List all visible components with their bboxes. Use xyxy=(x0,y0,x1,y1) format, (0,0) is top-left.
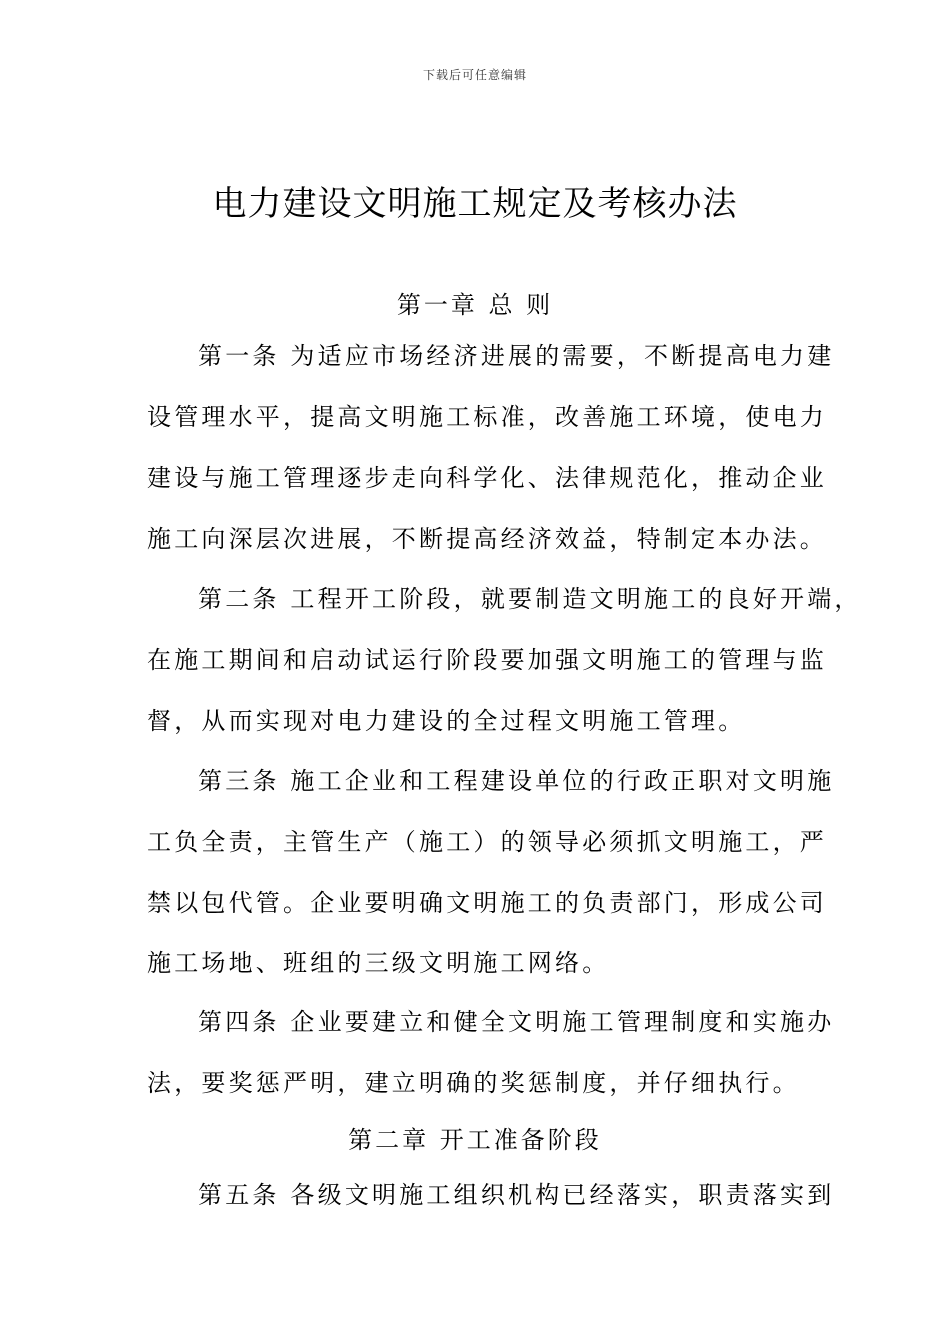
chapter-heading-2: 第二章 开工准备阶段 xyxy=(348,1126,602,1154)
article-3-line-2: 工负全责，主管生产（施工）的领导必须抓文明施工，严 xyxy=(147,828,827,856)
chapter-heading-1: 第一章 总 则 xyxy=(396,291,554,319)
article-2-line-2: 在施工期间和启动试运行阶段要加强文明施工的管理与监 xyxy=(147,646,827,674)
article-2-line-1: 第二条 工程开工阶段，就要制造文明施工的良好开端， xyxy=(198,585,862,613)
article-1-line-3: 建设与施工管理逐步走向科学化、法律规范化，推动企业 xyxy=(147,464,827,492)
page-header: 下载后可任意编辑 xyxy=(422,68,527,82)
article-1-line-2: 设管理水平，提高文明施工标准，改善施工环境，使电力 xyxy=(147,403,827,431)
article-1-line-4: 施工向深层次进展，不断提高经济效益，特制定本办法。 xyxy=(147,525,827,553)
article-3-line-3: 禁以包代管。企业要明确文明施工的负责部门，形成公司 xyxy=(147,889,827,917)
article-4-line-2: 法，要奖惩严明，建立明确的奖惩制度，并仔细执行。 xyxy=(147,1069,800,1097)
article-4-line-1: 第四条 企业要建立和健全文明施工管理制度和实施办 xyxy=(198,1008,835,1036)
article-2-line-3: 督，从而实现对电力建设的全过程文明施工管理。 xyxy=(147,707,746,735)
article-3-line-4: 施工场地、班组的三级文明施工网络。 xyxy=(147,949,610,977)
document-title: 电力建设文明施工规定及考核办法 xyxy=(212,184,738,224)
article-1-line-1: 第一条 为适应市场经济进展的需要，不断提高电力建 xyxy=(198,342,835,370)
article-5-line-1: 第五条 各级文明施工组织机构已经落实，职责落实到 xyxy=(198,1181,835,1209)
article-3-line-1: 第三条 施工企业和工程建设单位的行政正职对文明施 xyxy=(198,767,835,795)
